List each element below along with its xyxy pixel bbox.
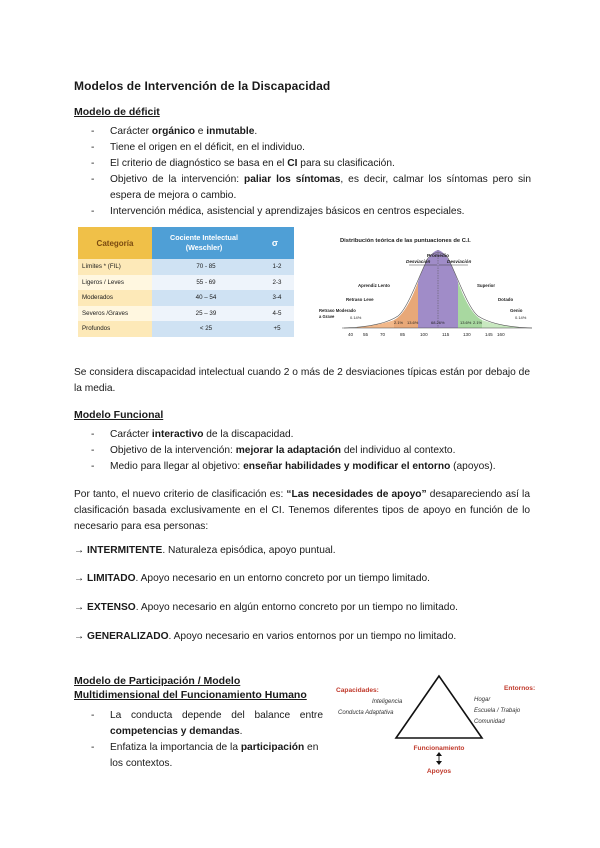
label-desviacion-right: Desviación bbox=[447, 259, 472, 264]
participacion-heading-2: Multidimensional del Funcionamiento Humano bbox=[74, 689, 307, 701]
table-cell: 55 - 69 bbox=[152, 275, 256, 291]
table-cell: 4-5 bbox=[256, 306, 294, 322]
tick-label: 160 bbox=[497, 332, 505, 337]
percent-label: 68.26% bbox=[431, 320, 445, 325]
funcional-list bbox=[91, 427, 531, 475]
entornos-label: Entornos: bbox=[504, 685, 536, 692]
list-item: - El criterio de diagnóstico se basa en el CI para su clasificación. bbox=[91, 156, 531, 172]
table-header: σ bbox=[256, 227, 294, 259]
tick-label: 85 bbox=[400, 332, 406, 337]
percent-label: 13.6% bbox=[407, 320, 419, 325]
list-item: - La conducta depende del balance entre competencias y demandas. bbox=[91, 708, 323, 740]
apoyo-extenso: → EXTENSO. Apoyo necesario en algún entorno concreto por un tiempo no limitado. bbox=[74, 602, 458, 613]
list-item: - Tiene el origen en el déficit, en el individuo. bbox=[91, 140, 531, 156]
table-cell: 70 - 85 bbox=[152, 259, 256, 275]
label-a-grave: a Grave bbox=[319, 314, 335, 319]
table-cell: Ligeros / Leves bbox=[78, 275, 152, 291]
entorno-item: Escuela / Trabajo bbox=[474, 708, 521, 714]
table-cell: 2-3 bbox=[256, 275, 294, 291]
table-row bbox=[78, 306, 294, 322]
funcionamiento-diagram bbox=[334, 670, 544, 780]
table-header: Cociente Intelectual (Weschler) bbox=[152, 227, 256, 259]
tick-label: 55 bbox=[363, 332, 369, 337]
entorno-item: Hogar bbox=[474, 697, 491, 703]
arrow-down-icon bbox=[436, 761, 442, 765]
label-genio: Genio bbox=[510, 308, 523, 313]
apoyo-limitado: → LIMITADO. Apoyo necesario en un entorno concreto por un tiempo limitado. bbox=[74, 573, 431, 584]
participacion-heading-1: Modelo de Participación / Modelo bbox=[74, 675, 241, 687]
entorno-item: Comunidad bbox=[474, 719, 505, 725]
list-item: - Medio para llegar al objetivo: enseñar habilidades y modificar el entorno (apoyos). bbox=[91, 459, 531, 475]
arrow-up-icon bbox=[436, 752, 442, 756]
tick-label: 130 bbox=[463, 332, 471, 337]
list-item: - Enfatiza la importancia de la participación en los contextos. bbox=[91, 740, 323, 772]
capacidad-item: Conducta Adaptativa bbox=[338, 710, 394, 716]
label-desviacion-left: Desviación bbox=[406, 259, 431, 264]
table-cell: Límites * (FIL) bbox=[78, 259, 152, 275]
table-header: Categoría bbox=[78, 227, 152, 259]
list-item: - Objetivo de la intervención: mejorar la adaptación del individuo al contexto. bbox=[91, 443, 531, 459]
list-item: - Objetivo de la intervención: paliar los síntomas, es decir, calmar los síntomas pero sin espera de mejora o cambio. bbox=[91, 172, 531, 204]
tick-label: 100 bbox=[420, 332, 428, 337]
deficit-heading: Modelo de déficit bbox=[74, 106, 160, 118]
list-item: - Carácter orgánico e inmutable. bbox=[91, 124, 531, 140]
ci-paragraph: Se considera discapacidad intelectual cuando 2 o más de 2 desviaciones típicas están por debajo de la media. bbox=[74, 367, 530, 394]
table-cell: Severos /Graves bbox=[78, 306, 152, 322]
table-cell: 3-4 bbox=[256, 290, 294, 306]
table-row bbox=[78, 259, 294, 275]
table-row bbox=[78, 275, 294, 291]
apoyos-label: Apoyos bbox=[426, 768, 452, 775]
deficit-list bbox=[91, 124, 531, 220]
tick-label: 70 bbox=[380, 332, 386, 337]
table-cell: Moderados bbox=[78, 290, 152, 306]
label-superior: Superior bbox=[477, 283, 496, 288]
funcional-heading: Modelo Funcional bbox=[74, 409, 164, 421]
ci-table bbox=[78, 227, 294, 337]
apoyo-intermitente: → INTERMITENTE. Naturaleza episódica, apoyo puntual. bbox=[74, 545, 336, 556]
percent-label: 0.14% bbox=[350, 315, 362, 320]
list-item: - Intervención médica, asistencial y aprendizajes básicos en centros especiales. bbox=[91, 204, 531, 220]
chart-title: Distribución teórica de las puntuaciones de C.I. bbox=[340, 238, 471, 244]
table-row bbox=[78, 321, 294, 337]
table-cell: +5 bbox=[256, 321, 294, 337]
apoyo-generalizado: → GENERALIZADO. Apoyo necesario en varios entornos por un tiempo no limitado. bbox=[74, 631, 457, 642]
percent-label: 2.1% bbox=[394, 320, 404, 325]
tick-label: 40 bbox=[348, 332, 354, 337]
label-retraso-moderado: Retraso Moderado bbox=[319, 308, 356, 313]
table-row bbox=[78, 290, 294, 306]
capacidad-item: Inteligencia bbox=[372, 699, 403, 705]
tick-label: 145 bbox=[485, 332, 493, 337]
participacion-list bbox=[91, 708, 323, 772]
table-cell: 25 – 39 bbox=[152, 306, 256, 322]
list-item: - Carácter interactivo de la discapacidad. bbox=[91, 427, 531, 443]
label-dotado: Dotado bbox=[498, 297, 514, 302]
triangle-shape bbox=[396, 676, 482, 738]
percent-label: 0.14% bbox=[515, 315, 527, 320]
funcionamiento-label: Funcionamiento bbox=[413, 745, 465, 752]
table-cell: Profundos bbox=[78, 321, 152, 337]
table-cell: 1-2 bbox=[256, 259, 294, 275]
capacidades-label: Capacidades: bbox=[336, 687, 379, 694]
table-cell: < 25 bbox=[152, 321, 256, 337]
page-title: Modelos de Intervención de la Discapacidad bbox=[74, 79, 331, 93]
label-retraso-leve: Retraso Leve bbox=[346, 297, 374, 302]
percent-label: 13.6% bbox=[460, 320, 472, 325]
label-aprendiz-lento: Aprendiz Lento bbox=[358, 283, 390, 288]
label-promedio: Promedio bbox=[426, 254, 450, 259]
table-cell: 40 – 54 bbox=[152, 290, 256, 306]
funcional-paragraph: Por tanto, el nuevo criterio de clasificación es: “Las necesidades de apoyo” desapareciendo así la clasificación basada exclusivamente en el CI. Tenemos diferentes tipos de apoyo en función de lo necesario para esa personas: bbox=[74, 489, 530, 532]
percent-label: 2.1% bbox=[473, 320, 483, 325]
tick-label: 115 bbox=[442, 332, 450, 337]
iq-distribution-chart bbox=[314, 230, 534, 346]
